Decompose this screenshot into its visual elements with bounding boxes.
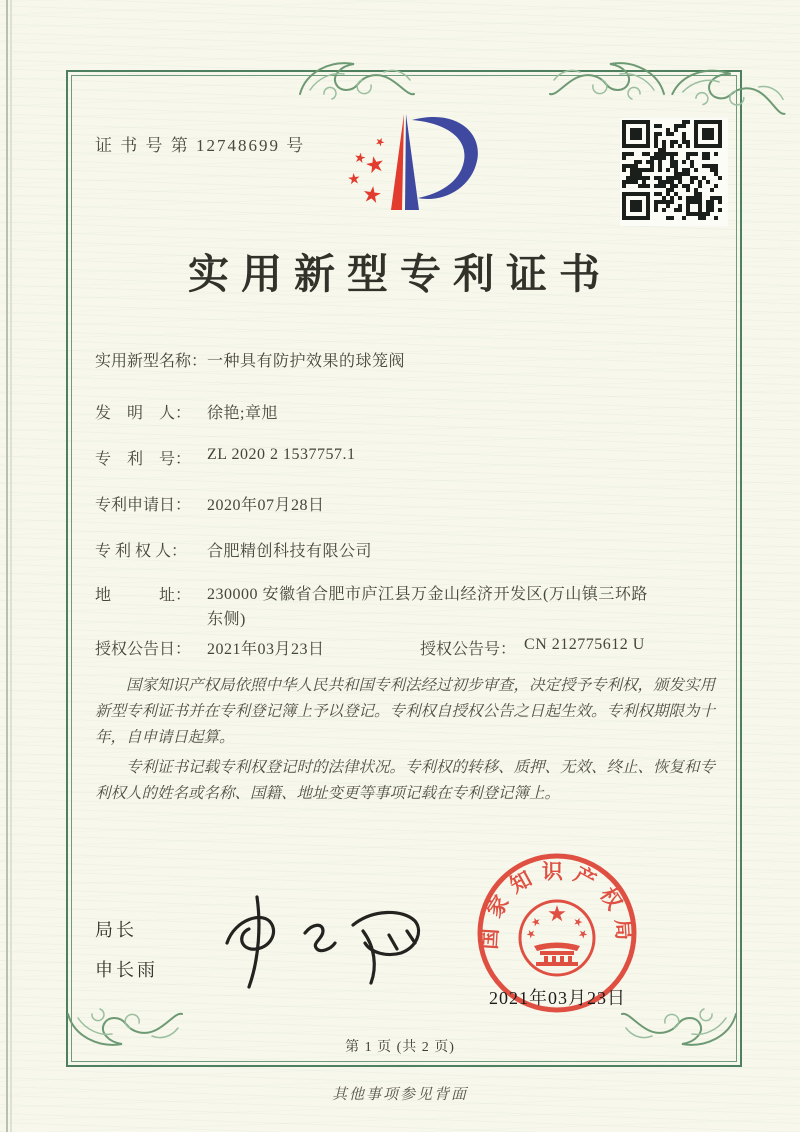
field-grant-number bbox=[420, 636, 645, 659]
field-grant-date-value: 2021年03月23日 bbox=[207, 641, 325, 658]
field-grant-number-label: 授权公告号： bbox=[420, 641, 517, 658]
scan-edge-line bbox=[10, 0, 12, 1132]
field-name-label: 实用新型名称： bbox=[95, 353, 208, 370]
legal-paragraph-2: 专利证书记载专利权登记时的法律状况。专利权的转移、质押、无效、终止、恢复和专利权人的姓名或名称、国籍、地址变更等事项记载在专利登记簿上。 bbox=[95, 759, 716, 802]
field-address-value: 230000 安徽省合肥市庐江县万金山经济开发区(万山镇三环路东侧) bbox=[207, 586, 648, 628]
field-address bbox=[95, 582, 659, 632]
field-grant-number-value: CN 212775612 U bbox=[524, 636, 645, 653]
field-filing-date-label: 专利申请日： bbox=[95, 497, 192, 514]
commissioner-name: 申长雨 bbox=[95, 960, 158, 980]
field-name-value: 一种具有防护效果的球笼阀 bbox=[207, 353, 406, 370]
legal-paragraph-1: 国家知识产权局依照中华人民共和国专利法经过初步审查，决定授予专利权，颁发实用新型专利证书并在专利登记簿上予以登记。专利权自授权公告之日起生效。专利权期限为十年，自申请日起算。 bbox=[95, 677, 716, 746]
field-name bbox=[95, 348, 405, 371]
field-patent-number-value: ZL 2020 2 1537757.1 bbox=[207, 446, 356, 463]
field-patentee-label: 专 利 权 人： bbox=[95, 543, 188, 560]
page-number: 第 1 页 (共 2 页) bbox=[345, 1040, 455, 1055]
commissioner-block bbox=[95, 916, 158, 996]
field-grant-date bbox=[95, 636, 645, 659]
svg-text:国家知识产权局 bbox=[477, 860, 637, 951]
field-patentee-value: 合肥精创科技有限公司 bbox=[207, 543, 373, 560]
cnipa-logo-icon bbox=[330, 106, 490, 236]
commissioner-title: 局长 bbox=[95, 920, 137, 940]
back-side-note: 其他事项参见背面 bbox=[331, 1087, 468, 1103]
certificate-title: 实用新型专利证书 bbox=[188, 251, 612, 297]
qr-code bbox=[620, 118, 728, 226]
field-grant-date-label: 授权公告日： bbox=[95, 641, 192, 658]
field-filing-date bbox=[95, 492, 325, 515]
legal-text bbox=[95, 673, 717, 811]
commissioner-signature-icon bbox=[205, 885, 435, 995]
scan-edge-line bbox=[6, 0, 8, 1132]
certificate-number: 证 书 号 第 12748699 号 bbox=[95, 136, 306, 155]
field-inventor-value: 徐艳;章旭 bbox=[207, 405, 278, 422]
qr-code-icon bbox=[622, 120, 722, 220]
field-filing-date-value: 2020年07月28日 bbox=[207, 497, 325, 514]
field-address-label: 地 址： bbox=[95, 587, 192, 604]
field-inventor bbox=[95, 400, 278, 423]
field-patent-number-label: 专 利 号： bbox=[95, 451, 192, 468]
national-emblem-icon bbox=[520, 901, 594, 975]
seal-date: 2021年03月23日 bbox=[489, 988, 626, 1008]
seal-ring-text: 国家知识产权局 bbox=[477, 859, 637, 951]
field-patent-number bbox=[95, 446, 355, 469]
field-inventor-label: 发 明 人： bbox=[95, 405, 192, 422]
field-patentee bbox=[95, 538, 372, 561]
